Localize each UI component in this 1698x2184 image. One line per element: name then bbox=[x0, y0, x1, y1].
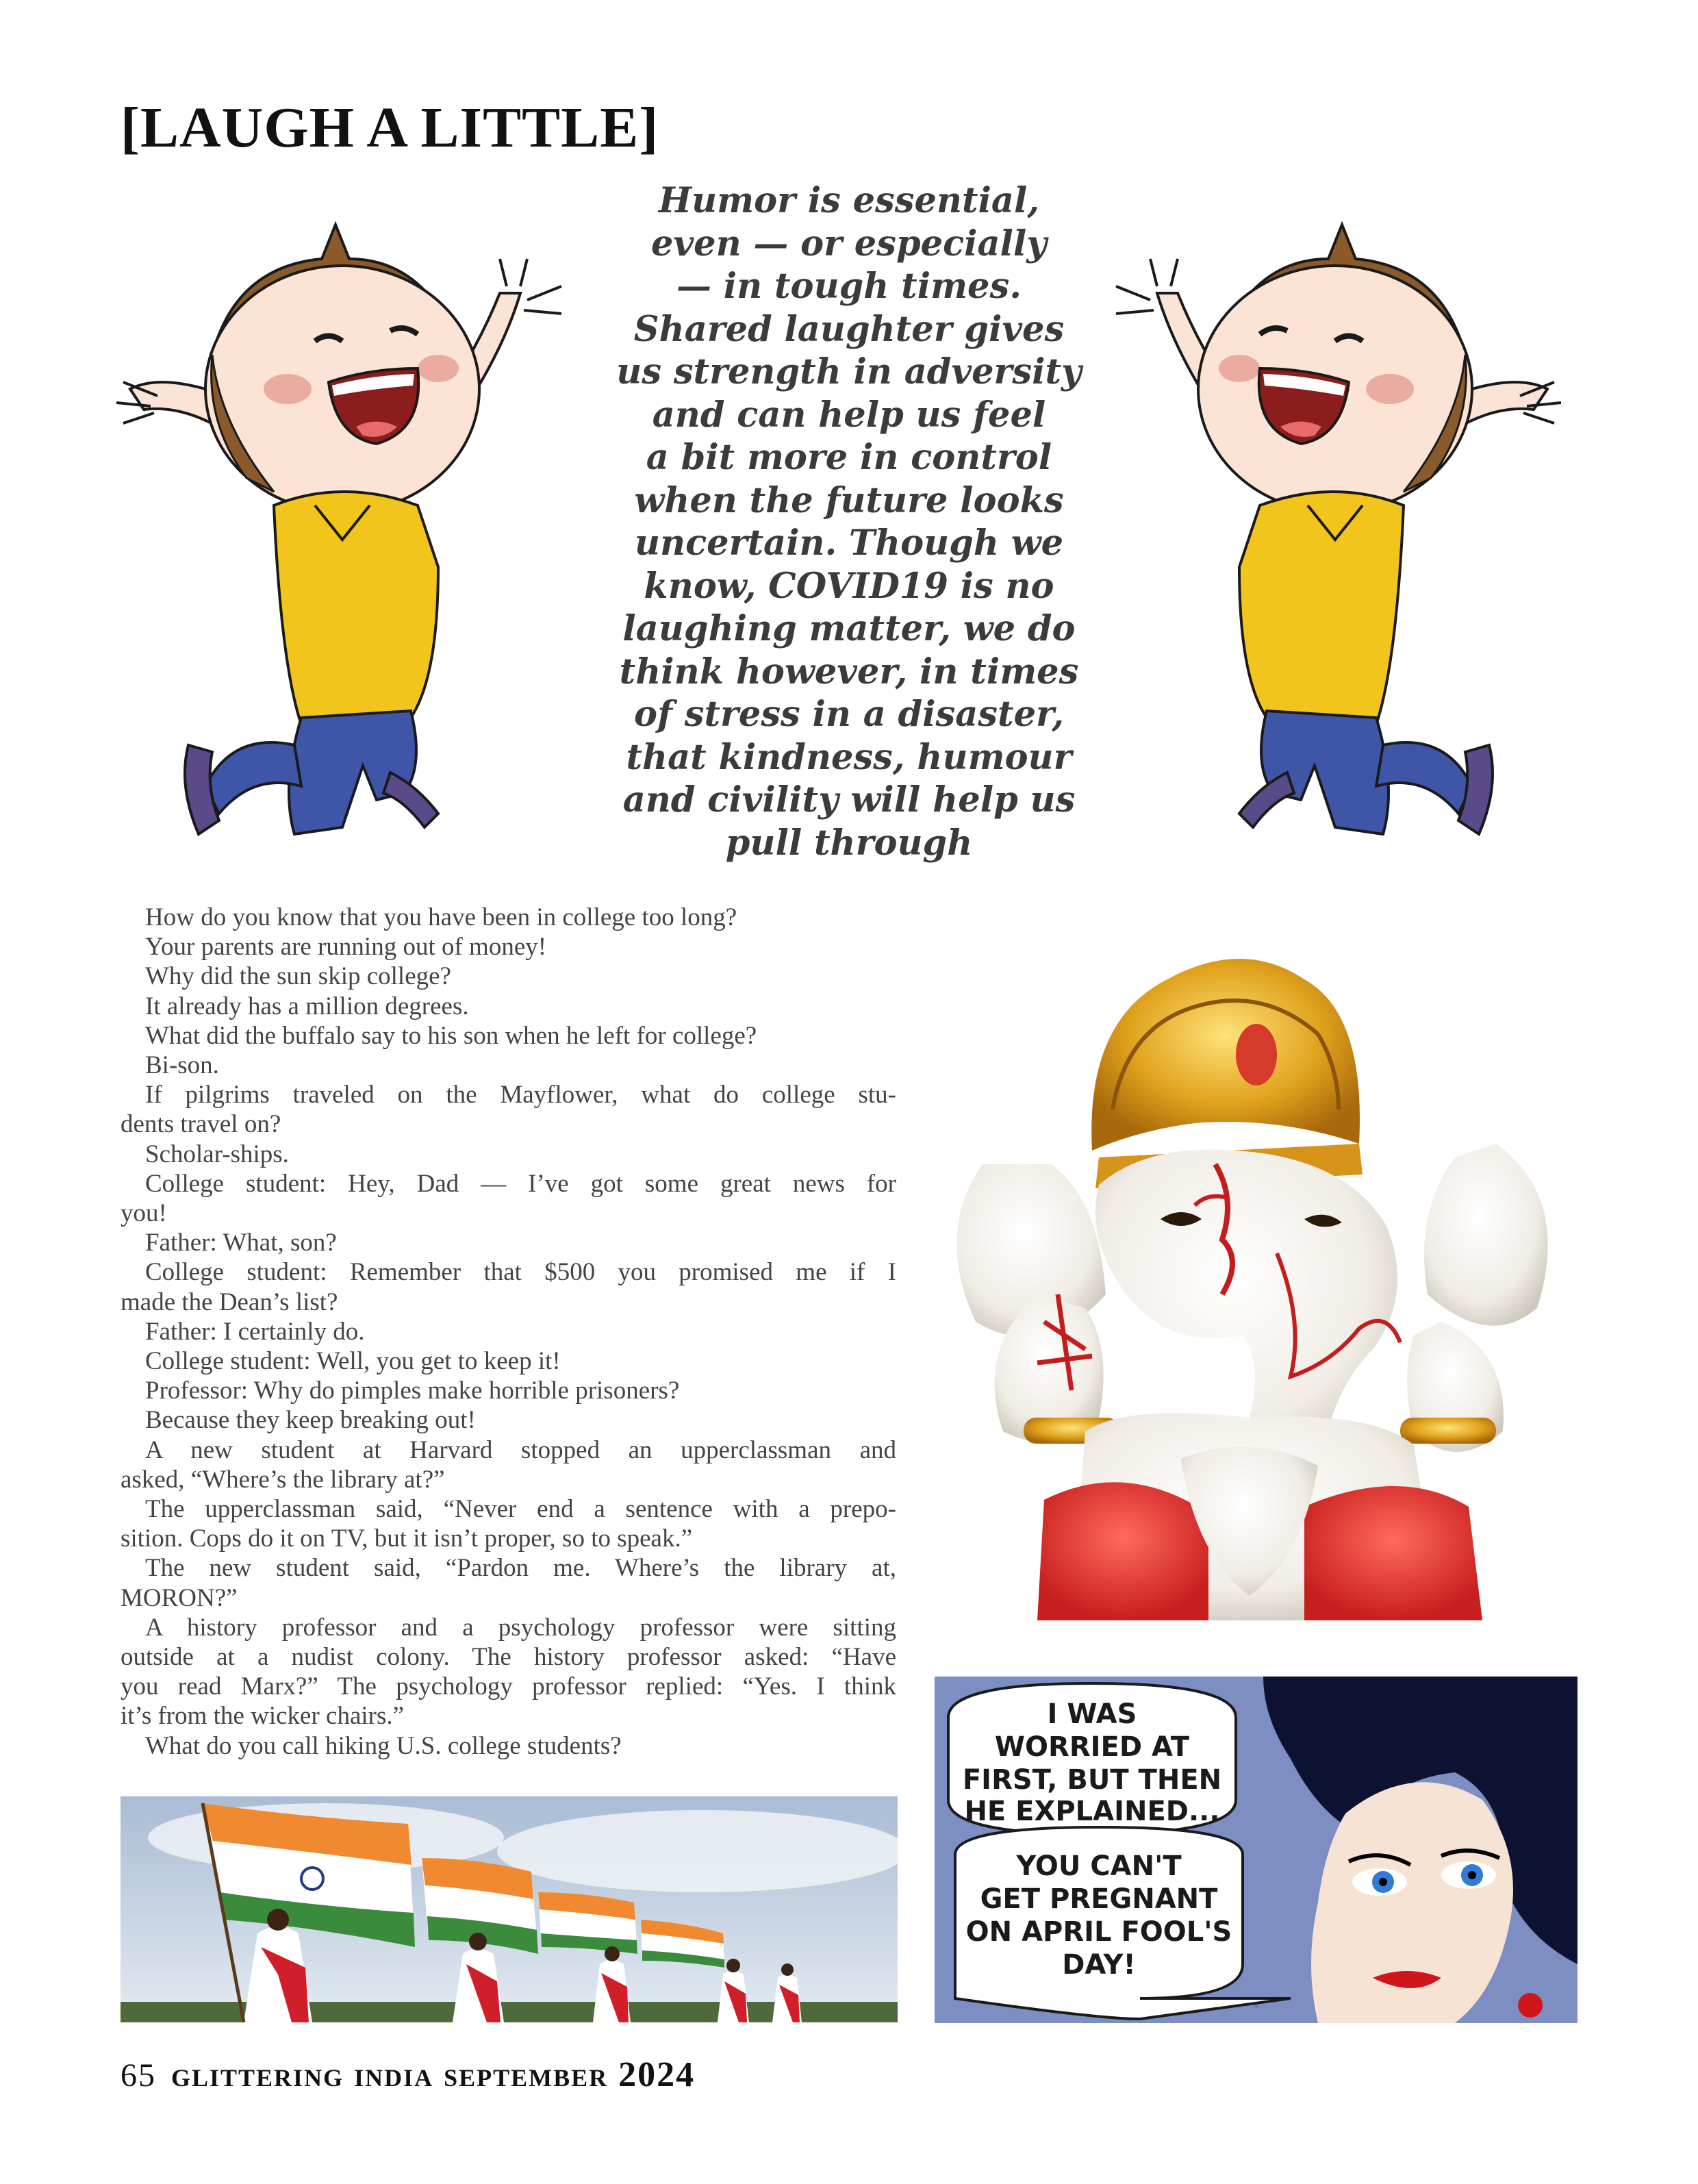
bubble-bottom-line: DAY! bbox=[1062, 1949, 1136, 1981]
bubble-top-line: HE EXPLAINED... bbox=[964, 1796, 1220, 1827]
flag-bearers-photo bbox=[121, 1796, 898, 2022]
intro-line: — in tough times. bbox=[676, 266, 1022, 307]
joke-line: Scholar-ships. bbox=[145, 1140, 289, 1168]
joke-line: Professor: Why do pimples make horrible prisoners? bbox=[145, 1377, 680, 1405]
joke-line: Father: What, son? bbox=[145, 1229, 337, 1257]
joke-line: Your parents are running out of money! bbox=[145, 933, 547, 962]
intro-line: Shared laughter gives bbox=[633, 308, 1065, 350]
ganesha-illustration bbox=[921, 938, 1582, 1620]
joke-line: College student: Well, you get to keep it! bbox=[145, 1347, 561, 1376]
joke-line: What did the buffalo say to his son when he left for college? bbox=[145, 1021, 757, 1050]
magazine-issue: glittering india september 2024 bbox=[171, 2055, 696, 2094]
intro-line: and can help us feel bbox=[652, 394, 1046, 436]
joke-line: It already has a million degrees. bbox=[145, 992, 469, 1020]
joke-line: The upperclassman said, “Never end a sentence with a prepo- bbox=[145, 1495, 896, 1524]
joke-line: Bi-son. bbox=[145, 1051, 219, 1080]
comic-illustration bbox=[935, 1677, 1577, 2023]
joke-line: outside at a nudist colony. The history professor asked: “Have bbox=[121, 1643, 896, 1672]
joke-line: If pilgrims traveled on the Mayflower, what do college stu- bbox=[145, 1081, 896, 1109]
joke-line: MORON?” bbox=[121, 1583, 238, 1612]
joke-line: How do you know that you have been in college too long? bbox=[145, 903, 737, 931]
joke-line: College student: Remember that $500 you promised me if I bbox=[145, 1258, 896, 1287]
joke-line: College student: Hey, Dad — I’ve got some great news for bbox=[145, 1169, 896, 1198]
jumping-kid-illustration bbox=[1109, 184, 1561, 882]
bubble-bottom-line: ON APRIL FOOL'S bbox=[965, 1916, 1232, 1948]
jumping-kid-illustration bbox=[116, 184, 568, 882]
intro-line: think however, in times bbox=[619, 651, 1079, 692]
page-footer bbox=[121, 2055, 695, 2095]
joke-line: made the Dean’s list? bbox=[121, 1288, 338, 1316]
ganesha-figurine-image bbox=[921, 938, 1582, 1620]
joke-line: you! bbox=[121, 1199, 167, 1228]
intro-line: even — or especially bbox=[651, 223, 1047, 264]
joke-line: The new student said, “Pardon me. Where’s the library at, bbox=[145, 1554, 896, 1583]
bubble-top-line: FIRST, BUT THEN bbox=[962, 1764, 1222, 1796]
joke-line: Because they keep breaking out! bbox=[145, 1406, 476, 1435]
joke-line: A new student at Harvard stopped an upperclassman and bbox=[145, 1435, 896, 1464]
intro-line: when the future looks bbox=[634, 479, 1064, 521]
joke-line: A history professor and a psychology professor were sitting bbox=[145, 1613, 896, 1642]
jokes-column bbox=[121, 903, 896, 1761]
april-fools-comic-panel bbox=[935, 1677, 1577, 2023]
bubble-top-line: I WAS bbox=[1047, 1698, 1137, 1730]
bubble-bottom-line: GET PREGNANT bbox=[980, 1883, 1218, 1915]
joke-line: it’s from the wicker chairs.” bbox=[121, 1702, 405, 1731]
intro-line: laughing matter, we do bbox=[622, 608, 1076, 649]
intro-line: uncertain. Though we bbox=[634, 523, 1064, 564]
joke-line: sition. Cops do it on TV, but it isn’t proper, so to speak.” bbox=[121, 1524, 693, 1553]
section-title: [LAUGH A LITTLE] bbox=[121, 96, 659, 160]
joke-line: Father: I certainly do. bbox=[145, 1317, 365, 1346]
intro-line: pull through bbox=[725, 822, 973, 864]
intro-line: a bit more in control bbox=[646, 437, 1052, 478]
cartoon-kid-right bbox=[1109, 184, 1561, 882]
joke-line: dents travel on? bbox=[121, 1110, 281, 1139]
intro-line: us strength in adversity bbox=[616, 351, 1082, 392]
intro-line: of stress in a disaster, bbox=[634, 694, 1064, 735]
joke-line: you read Marx?” The psychology professor replied: “Yes. I think bbox=[121, 1672, 896, 1701]
intro-line: that kindness, humour bbox=[626, 736, 1072, 778]
joke-line: What do you call hiking U.S. college students? bbox=[145, 1731, 622, 1760]
intro-line: and civility will help us bbox=[622, 779, 1076, 820]
page-number: 65 bbox=[121, 2057, 156, 2094]
bubble-top-line: WORRIED AT bbox=[994, 1731, 1190, 1763]
intro-line: Humor is essential, bbox=[658, 180, 1040, 221]
intro-quote bbox=[603, 179, 1095, 864]
bubble-bottom-line: YOU CAN'T bbox=[1016, 1850, 1182, 1882]
joke-line: Why did the sun skip college? bbox=[145, 962, 451, 991]
flag-bearers-illustration bbox=[121, 1796, 898, 2022]
cartoon-kid-left bbox=[116, 184, 568, 882]
joke-line: asked, “Where’s the library at?” bbox=[121, 1465, 445, 1494]
intro-line: know, COVID19 is no bbox=[644, 565, 1054, 607]
